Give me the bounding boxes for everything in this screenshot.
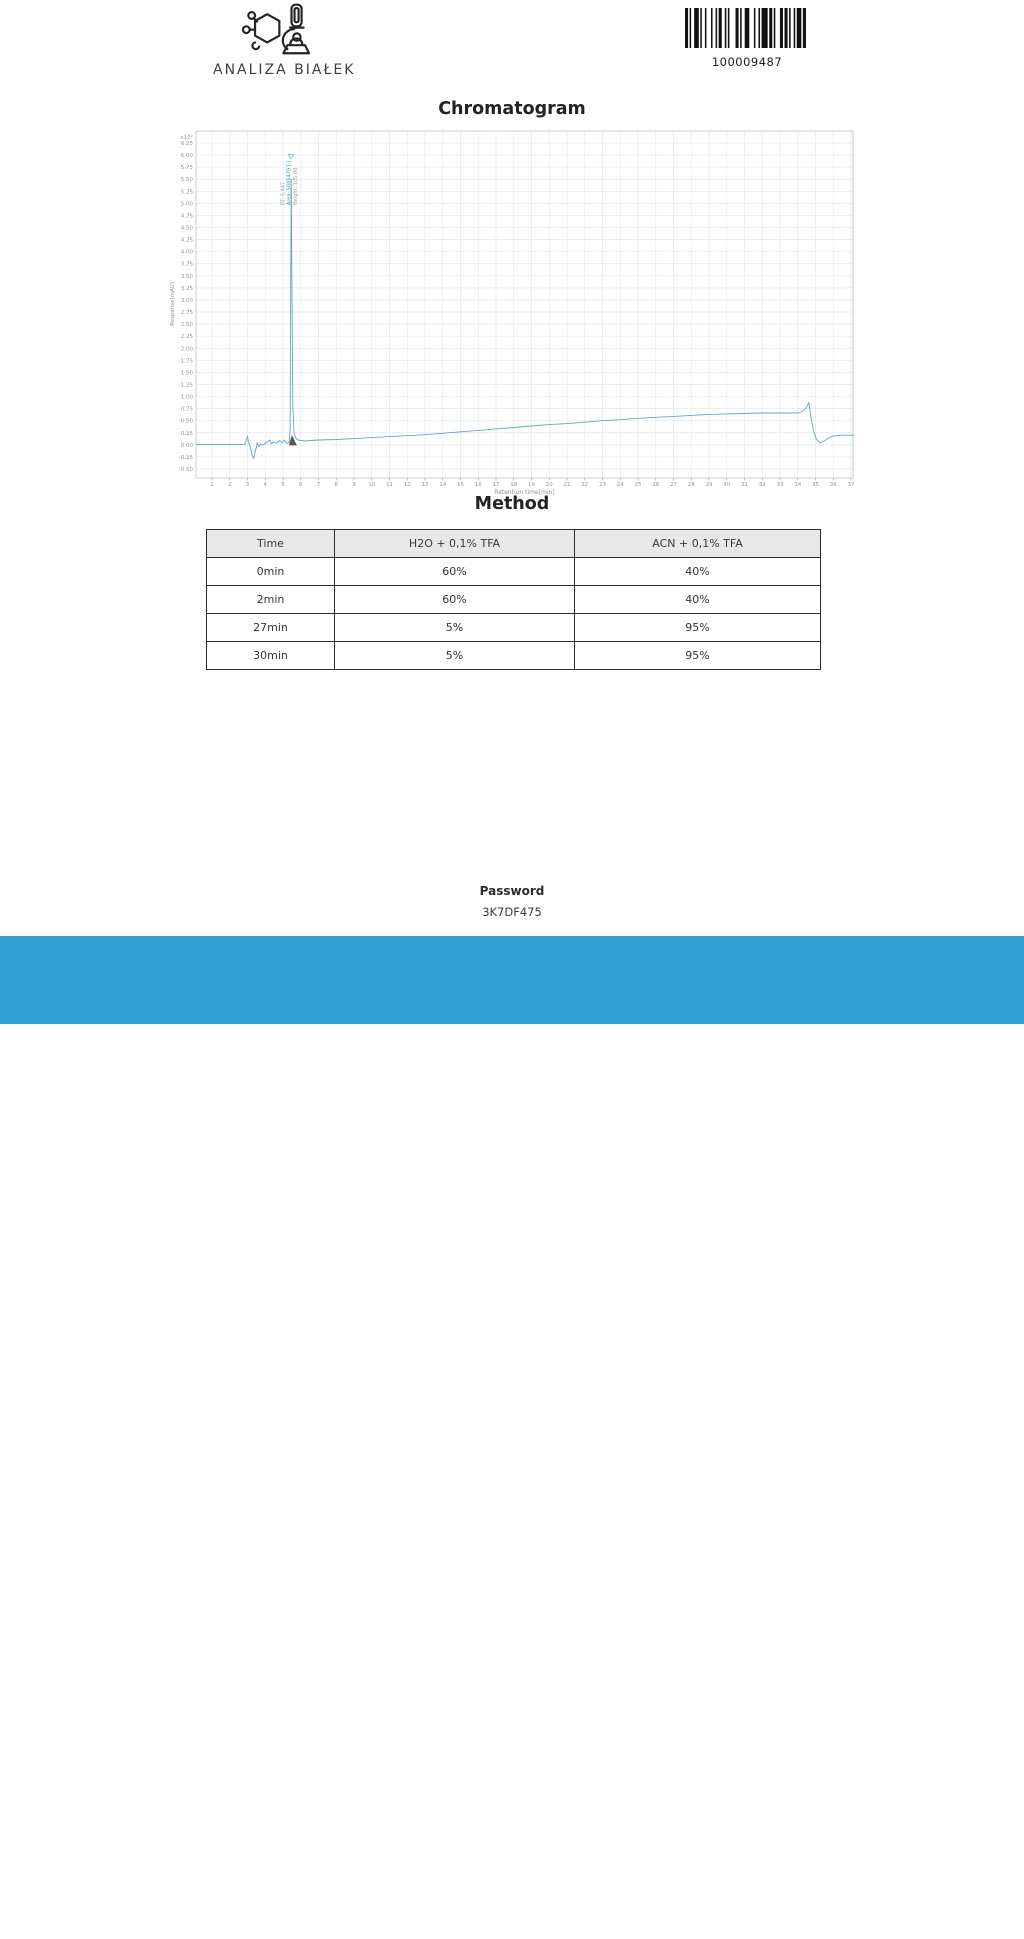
- y-tick-label: 4.00: [180, 249, 193, 256]
- x-tick-label: 29: [705, 482, 713, 488]
- y-tick-label: 3.25: [180, 285, 193, 292]
- method-table-cell: 60%: [335, 558, 575, 586]
- y-tick-label: 4.50: [180, 225, 193, 232]
- method-table-cell: 0min: [207, 558, 335, 586]
- password-label: Password: [479, 884, 545, 898]
- footer-company-name: Analiza Białek sp. z o.o.: [218, 1883, 373, 1897]
- y-tick-label: 0.25: [180, 430, 193, 437]
- footer-company-fields: [218, 1898, 372, 1938]
- y-axis-exponent: x10²: [180, 135, 193, 141]
- x-tick-label: 31: [741, 482, 748, 488]
- y-tick-label: 5.50: [180, 177, 193, 184]
- peak-annotation-line: RT: 5.447: [280, 181, 287, 205]
- y-tick-label: 0.00: [180, 442, 193, 449]
- x-tick-label: 37: [847, 482, 855, 488]
- method-table-wrap: [206, 529, 821, 670]
- y-tick-label: 5.75: [180, 165, 193, 172]
- y-tick-label: 3.00: [180, 297, 193, 304]
- footer-line: Analysis and research specialist: [680, 1906, 856, 1920]
- chromatogram-title: Chromatogram: [438, 99, 586, 119]
- footer-company-field: KRS: 0000966168: [218, 1898, 321, 1912]
- y-tick-label: 4.75: [180, 213, 193, 220]
- method-table-cell: 2min: [207, 586, 335, 614]
- footer-line: mgr Arkadiusz Zając: [680, 1919, 793, 1933]
- x-tick-label: 10: [368, 482, 376, 488]
- y-tick-label: -0.50: [178, 467, 193, 473]
- method-table-cell: 27min: [207, 614, 335, 642]
- x-tick-label: 1: [210, 482, 214, 488]
- y-tick-label: 1.50: [180, 370, 193, 377]
- footer-company-field: NIP: 8992922970: [218, 1911, 318, 1925]
- method-title: Method: [474, 494, 550, 514]
- x-tick-label: 32: [758, 482, 766, 488]
- method-table-cell: 40%: [575, 586, 821, 614]
- x-tick-label: 21: [563, 482, 571, 488]
- method-table-cell: 5%: [335, 614, 575, 642]
- y-tick-label: 6.00: [180, 153, 193, 160]
- footer-headquarters-lines: [434, 1906, 631, 1933]
- peak-annotation-line: Height: 105.00: [292, 167, 299, 205]
- y-tick-label: 1.00: [180, 394, 193, 401]
- x-tick-label: 20: [545, 482, 553, 488]
- y-tick-label: 0.75: [180, 406, 193, 413]
- x-tick-label: 16: [474, 482, 482, 488]
- x-tick-label: 35: [812, 482, 819, 488]
- method-table-cell: 40%: [575, 558, 821, 586]
- method-table-cell: 95%: [575, 642, 821, 670]
- method-table-row: [207, 642, 821, 670]
- x-tick-label: 22: [581, 482, 589, 488]
- chromatogram-trace: [196, 179, 854, 458]
- x-tick-label: 2: [228, 482, 232, 488]
- x-tick-label: 17: [492, 482, 500, 488]
- y-tick-label: 5.25: [180, 189, 193, 196]
- y-tick-label: 0.50: [180, 418, 193, 425]
- x-tick-label: 24: [616, 482, 624, 488]
- footer-line: ul. Duńska 9, 54-427 Wrocław: [434, 1906, 599, 1920]
- x-tick-label: 23: [599, 482, 606, 488]
- x-tick-label: 25: [634, 482, 642, 488]
- y-tick-label: 3.75: [180, 261, 193, 268]
- x-tick-label: 34: [794, 482, 802, 488]
- y-tick-label: 5.00: [180, 201, 193, 208]
- molecule-microscope-icon: [235, 2, 321, 60]
- method-table-cell: 95%: [575, 614, 821, 642]
- footer-company: [218, 1884, 372, 1939]
- method-table-header-cell: H2O + 0,1% TFA: [335, 530, 575, 558]
- x-tick-label: 12: [403, 482, 411, 488]
- x-tick-label: 19: [528, 482, 535, 488]
- footer-technician: [680, 1892, 856, 1933]
- x-tick-label: 30: [723, 482, 731, 488]
- method-table-cell: 60%: [335, 586, 575, 614]
- method-table-row: [207, 586, 821, 614]
- y-tick-label: 2.50: [180, 322, 193, 329]
- x-axis-title: Retention time[min]: [494, 489, 555, 496]
- y-axis-title: Response[mAU]: [170, 282, 176, 326]
- x-tick-label: 11: [386, 482, 393, 488]
- y-tick-label: 3.50: [180, 273, 193, 280]
- method-table-row: [207, 614, 821, 642]
- footer-headquarters-title: Headquarters and Laboratory:: [434, 1891, 632, 1905]
- x-tick-label: 9: [352, 482, 356, 488]
- method-table-header-cell: Time: [207, 530, 335, 558]
- x-tick-label: 6: [299, 482, 303, 488]
- method-table-header-cell: ACN + 0,1% TFA: [575, 530, 821, 558]
- method-table-row: [207, 558, 821, 586]
- chromatogram-chart: [165, 128, 857, 500]
- x-tick-label: 26: [652, 482, 660, 488]
- x-tick-label: 7: [316, 482, 321, 488]
- x-tick-label: 28: [687, 482, 695, 488]
- x-tick-label: 27: [670, 482, 677, 488]
- method-table: [206, 529, 821, 670]
- x-tick-label: 4: [263, 482, 267, 488]
- y-tick-label: 2.00: [180, 346, 193, 353]
- y-tick-label: 6.25: [180, 141, 193, 147]
- method-table-head: [207, 530, 821, 558]
- method-table-body: [207, 558, 821, 670]
- x-tick-label: 18: [510, 482, 518, 488]
- footer-technician-lines: [680, 1906, 856, 1933]
- x-tick-label: 5: [281, 482, 285, 488]
- method-table-cell: 30min: [207, 642, 335, 670]
- footer-company-field: REGON: 521751875: [218, 1925, 333, 1939]
- peak-annotation-line: Area: 5085479 [-]: [286, 160, 293, 205]
- x-tick-label: 14: [439, 482, 447, 488]
- y-tick-label: 4.25: [180, 237, 193, 244]
- footer-technician-title: Lab technician:: [680, 1891, 780, 1905]
- x-tick-label: 8: [334, 482, 338, 488]
- y-tick-label: 1.25: [180, 382, 193, 389]
- barcode-number: 100009487: [711, 55, 783, 69]
- footer-line: Budynek DELTA: [434, 1919, 520, 1933]
- footer: [0, 936, 1024, 1939]
- chromatogram-plot: [165, 128, 857, 500]
- logo: [213, 2, 356, 78]
- password-value: 3K7DF475: [482, 905, 542, 919]
- x-tick-label: 3: [245, 482, 250, 488]
- x-tick-label: 36: [829, 482, 837, 488]
- x-tick-label: 33: [776, 482, 784, 488]
- x-tick-label: 15: [457, 482, 464, 488]
- y-tick-label: 1.75: [180, 358, 193, 365]
- y-tick-label: -0.25: [178, 454, 193, 461]
- y-tick-label: 2.75: [180, 310, 193, 317]
- footer-headquarters: [434, 1892, 631, 1933]
- logo-text: ANALIZA BIAŁEK: [213, 62, 356, 78]
- barcode: [685, 8, 809, 48]
- y-tick-label: 2.25: [180, 334, 193, 341]
- barcode-block: [684, 8, 810, 69]
- x-tick-label: 13: [421, 482, 429, 488]
- method-table-cell: 5%: [335, 642, 575, 670]
